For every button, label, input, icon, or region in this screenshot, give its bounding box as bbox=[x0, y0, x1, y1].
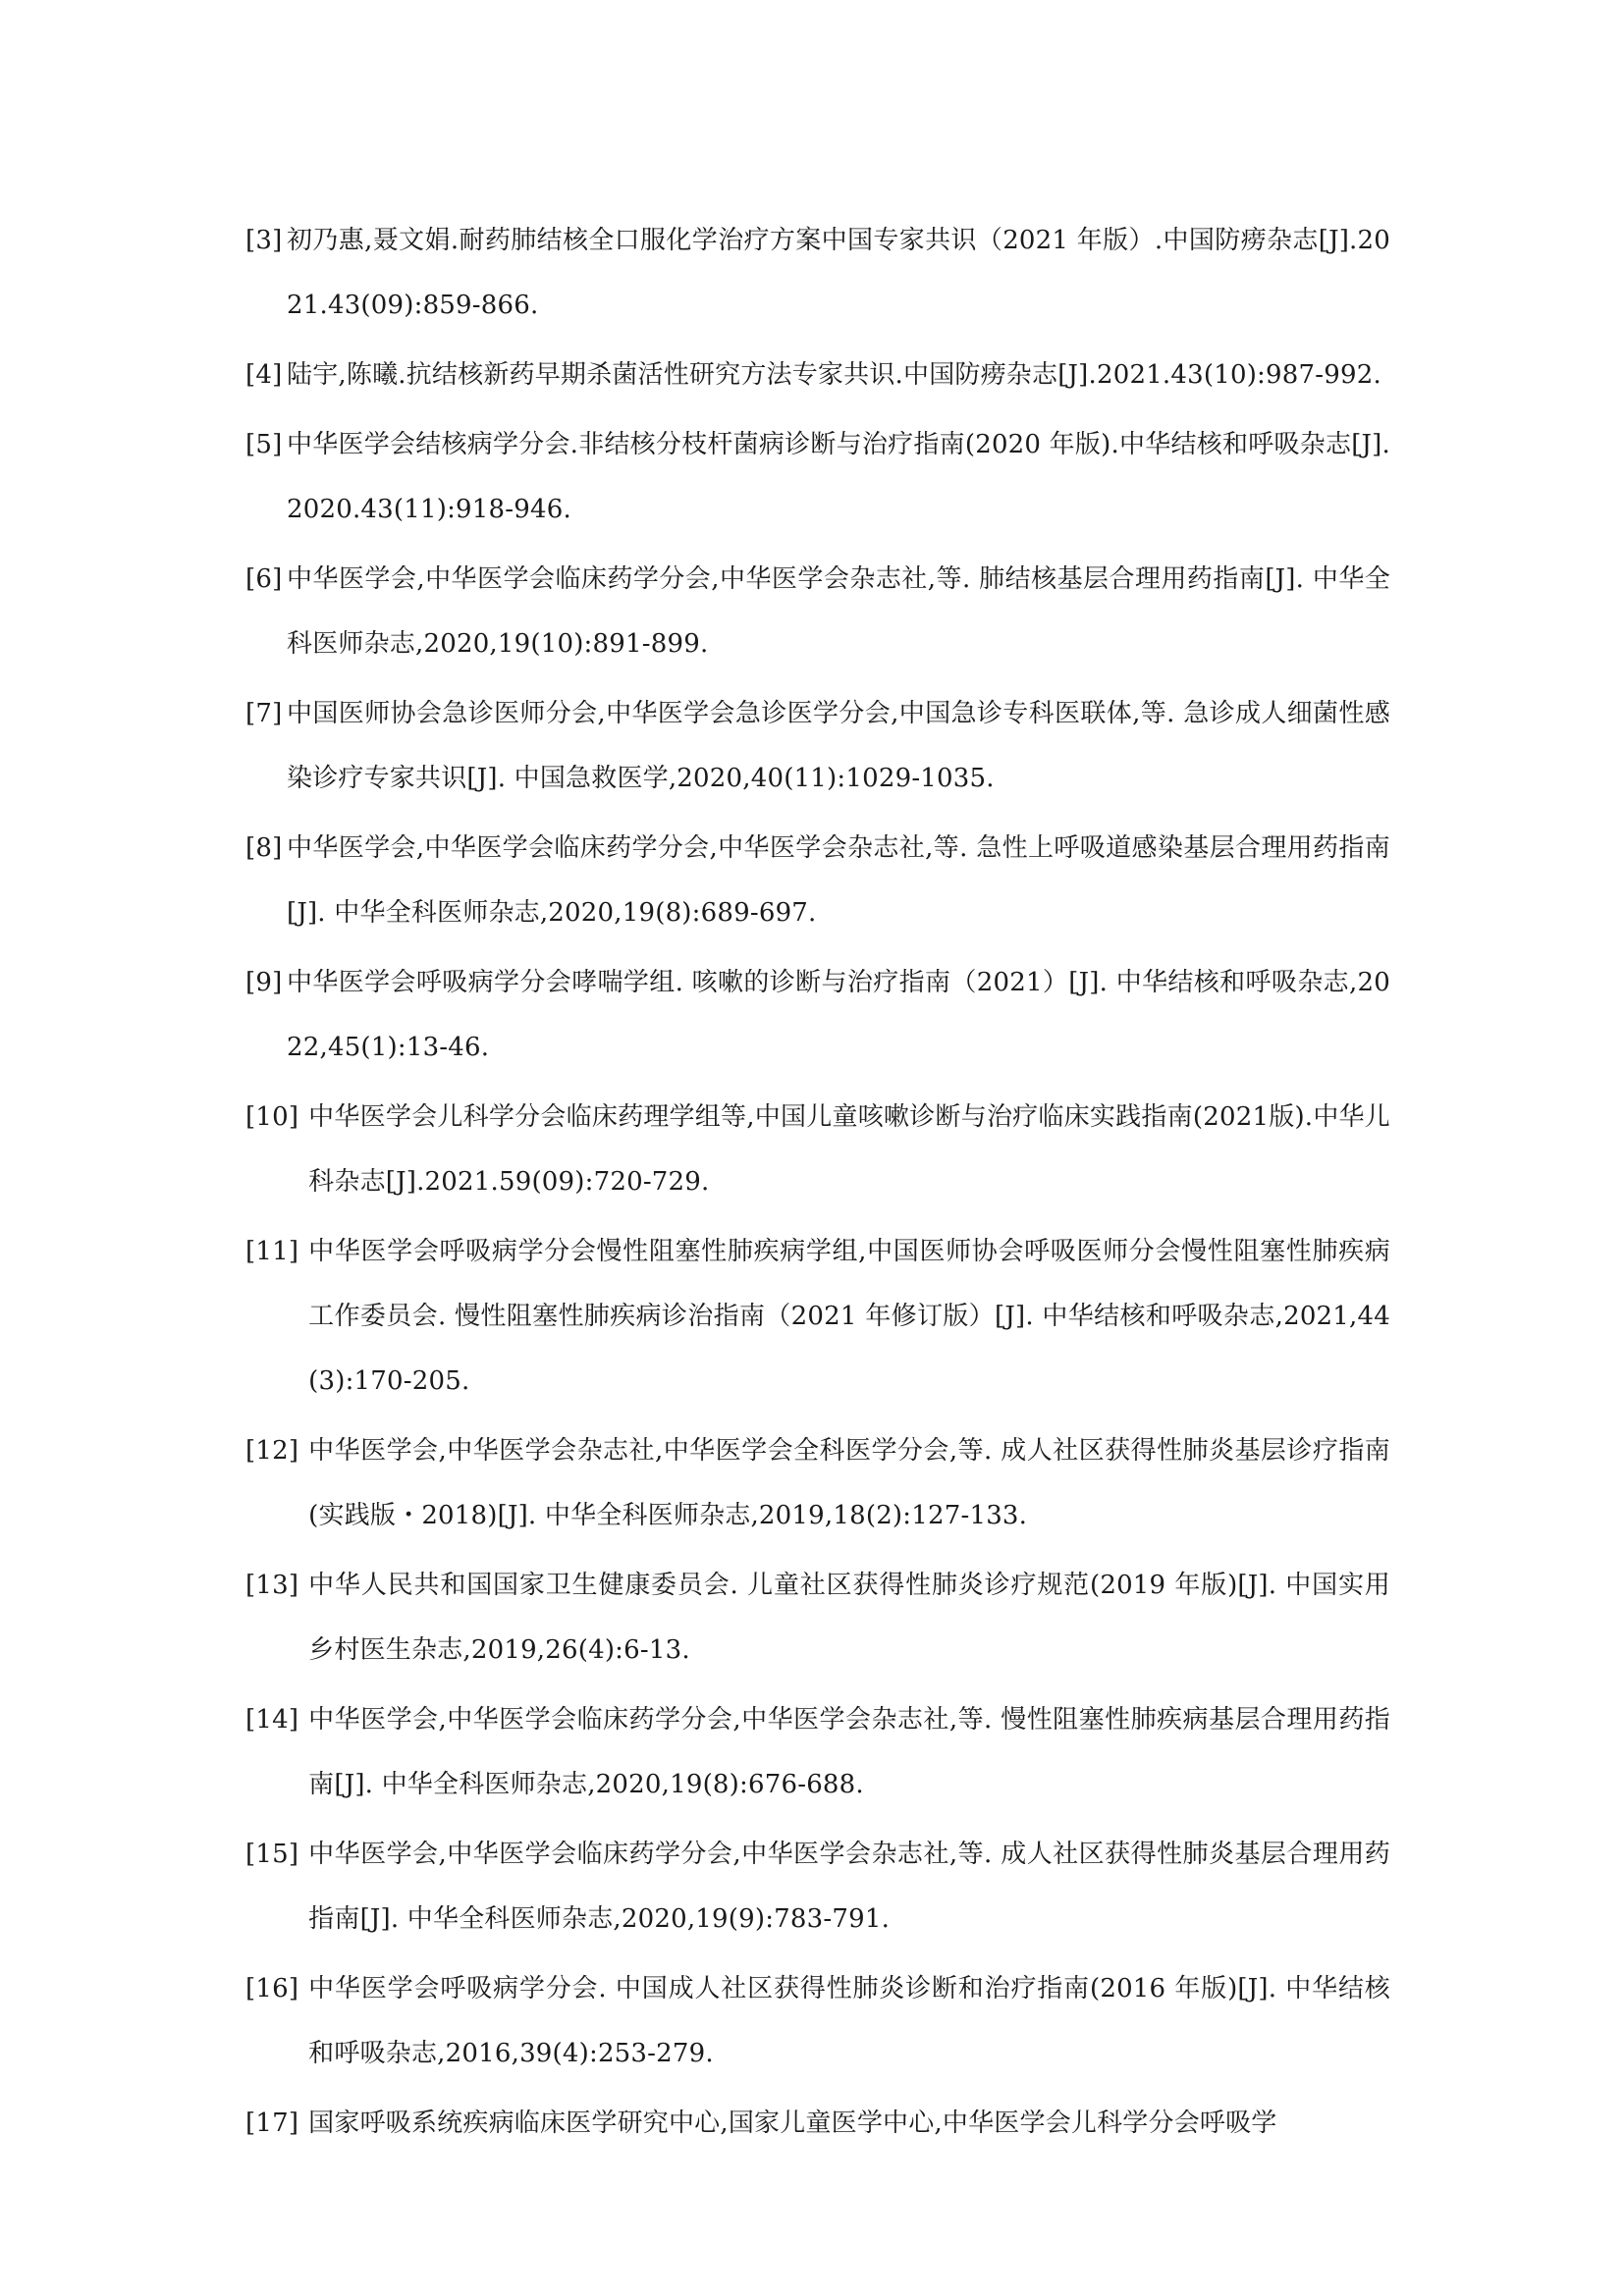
reference-item bbox=[245, 1822, 1390, 1951]
reference-text: 中华医学会,中华医学会临床药学分会,中华医学会杂志社,等. 成人社区获得性肺炎基层合理用药指南[J]. 中华全科医师杂志,2020,19(9):783-791. bbox=[308, 1840, 1390, 1934]
reference-number: [9] bbox=[245, 968, 283, 997]
reference-text: 中华医学会呼吸病学分会哮喘学组. 咳嗽的诊断与治疗指南（2021）[J]. 中华结核和呼吸杂志,2022,45(1):13-46. bbox=[287, 968, 1390, 1062]
reference-text: 中华医学会,中华医学会临床药学分会,中华医学会杂志社,等. 急性上呼吸道感染基层合理用药指南[J]. 中华全科医师杂志,2020,19(8):689-697. bbox=[287, 833, 1390, 928]
reference-item bbox=[245, 1956, 1390, 2086]
reference-text: 中华医学会呼吸病学分会慢性阻塞性肺疾病学组,中国医师协会呼吸医师分会慢性阻塞性肺疾病工作委员会. 慢性阻塞性肺疾病诊治指南（2021 年修订版）[J]. 中华结核和呼吸杂志,2021,44(3):170-205. bbox=[308, 1237, 1390, 1396]
reference-text: 中华医学会呼吸病学分会. 中国成人社区获得性肺炎诊断和治疗指南(2016 年版)[J]. 中华结核和呼吸杂志,2016,39(4):253-279. bbox=[308, 1974, 1390, 2068]
reference-text: 中华医学会结核病学分会.非结核分枝杆菌病诊断与治疗指南(2020 年版).中华结核和呼吸杂志[J].2020.43(11):918-946. bbox=[287, 430, 1390, 524]
reference-number: [7] bbox=[245, 699, 283, 728]
reference-item bbox=[245, 547, 1390, 676]
reference-text: 陆宇,陈曦.抗结核新药早期杀菌活性研究方法专家共识.中国防痨杂志[J].2021.43(10):987-992. bbox=[287, 360, 1381, 390]
reference-number: [16] bbox=[245, 1974, 299, 2003]
reference-text: 国家呼吸系统疾病临床医学研究中心,国家儿童医学中心,中华医学会儿科学分会呼吸学 bbox=[308, 2109, 1277, 2138]
reference-item bbox=[245, 1553, 1390, 1682]
reference-item bbox=[245, 412, 1390, 542]
reference-number: [3] bbox=[245, 226, 283, 255]
reference-item bbox=[245, 950, 1390, 1080]
reference-item bbox=[245, 1219, 1390, 1414]
reference-text: 初乃惠,聂文娟.耐药肺结核全口服化学治疗方案中国专家共识（2021 年版）.中国防痨杂志[J].2021.43(09):859-866. bbox=[287, 226, 1390, 320]
reference-text: 中国医师协会急诊医师分会,中华医学会急诊医学分会,中国急诊专科医联体,等. 急诊成人细菌性感染诊疗专家共识[J]. 中国急救医学,2020,40(11):1029-1035. bbox=[287, 699, 1390, 793]
reference-number: [13] bbox=[245, 1571, 299, 1600]
reference-item bbox=[245, 1687, 1390, 1817]
reference-text: 中华医学会,中华医学会杂志社,中华医学会全科医学分会,等. 成人社区获得性肺炎基层诊疗指南(实践版・2018)[J]. 中华全科医师杂志,2019,18(2):127-133. bbox=[308, 1436, 1390, 1530]
reference-text: 中华医学会儿科学分会临床药理学组等,中国儿童咳嗽诊断与治疗临床实践指南(2021版).中华儿科杂志[J].2021.59(09):720-729. bbox=[308, 1102, 1390, 1197]
reference-text: 中华医学会,中华医学会临床药学分会,中华医学会杂志社,等. 肺结核基层合理用药指南[J]. 中华全科医师杂志,2020,19(10):891-899. bbox=[287, 564, 1390, 659]
reference-number: [8] bbox=[245, 833, 283, 863]
reference-number: [10] bbox=[245, 1102, 299, 1132]
reference-number: [15] bbox=[245, 1840, 299, 1869]
reference-item bbox=[245, 343, 1390, 407]
reference-text: 中华人民共和国国家卫生健康委员会. 儿童社区获得性肺炎诊疗规范(2019 年版)[J]. 中国实用乡村医生杂志,2019,26(4):6-13. bbox=[308, 1571, 1390, 1665]
reference-number: [6] bbox=[245, 564, 283, 594]
reference-text: 中华医学会,中华医学会临床药学分会,中华医学会杂志社,等. 慢性阻塞性肺疾病基层合理用药指南[J]. 中华全科医师杂志,2020,19(8):676-688. bbox=[308, 1705, 1390, 1799]
reference-item bbox=[245, 2091, 1390, 2156]
reference-item bbox=[245, 1085, 1390, 1214]
reference-number: [5] bbox=[245, 430, 283, 459]
reference-item bbox=[245, 208, 1390, 338]
reference-number: [11] bbox=[245, 1237, 299, 1266]
reference-number: [14] bbox=[245, 1705, 299, 1735]
reference-item bbox=[245, 1418, 1390, 1548]
reference-item bbox=[245, 816, 1390, 945]
reference-list bbox=[245, 208, 1390, 2161]
reference-number: [12] bbox=[245, 1436, 299, 1466]
reference-number: [4] bbox=[245, 360, 283, 390]
reference-number: [17] bbox=[245, 2109, 299, 2138]
reference-item bbox=[245, 681, 1390, 811]
